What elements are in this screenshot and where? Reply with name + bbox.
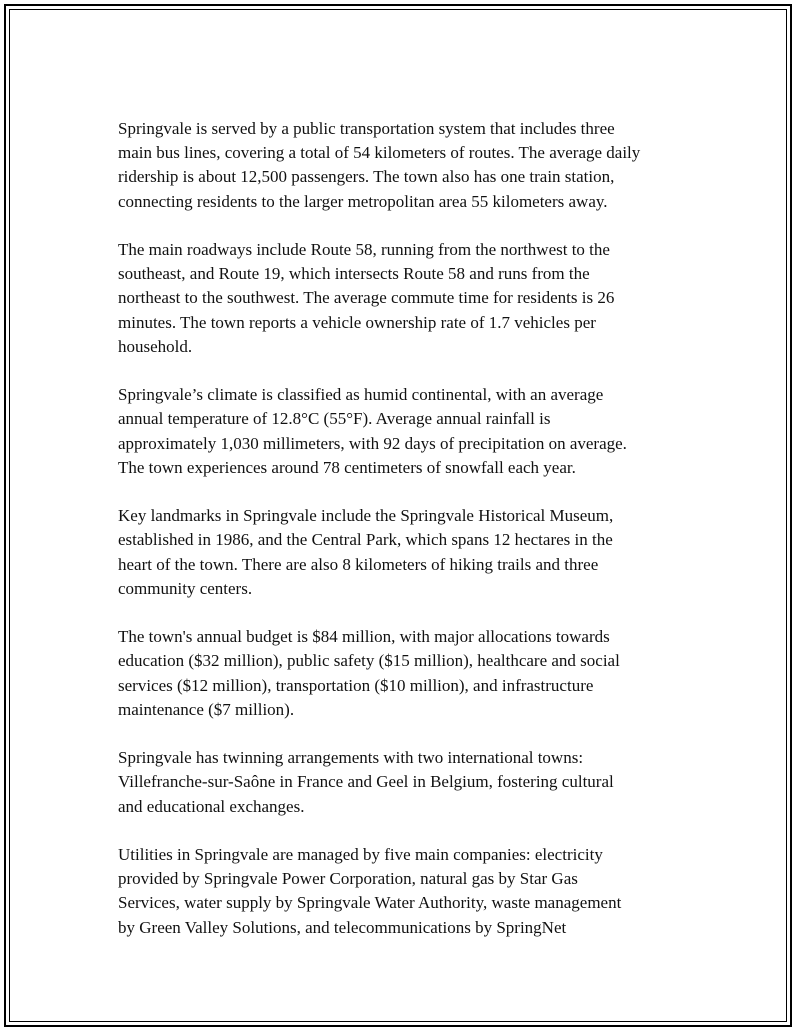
text-line: and educational exchanges. [118,796,305,816]
text-line: The town experiences around 78 centimeters of snowfall each year. [118,457,576,477]
paragraph-landmarks [118,504,698,601]
text-line: Utilities in Springvale are managed by five main companies: electricity [118,845,603,864]
text-line: education ($32 million), public safety ($15 million), healthcare and social [118,651,620,671]
text-line: provided by Springvale Power Corporation, natural gas by Star Gas [118,869,578,889]
text-line: ridership is about 12,500 passengers. The town also has one train station, [118,167,615,187]
text-line: Springvale is served by a public transportation system that includes three [118,119,615,138]
paragraph-utilities [118,843,698,940]
text-line: minutes. The town reports a vehicle ownership rate of 1.7 vehicles per [118,312,596,332]
text-line: established in 1986, and the Central Park, which spans 12 hectares in the [118,530,613,550]
text-line: The town's annual budget is $84 million, with major allocations towards [118,627,610,647]
text-line: connecting residents to the larger metropolitan area 55 kilometers away. [118,191,608,211]
text-line: household. [118,336,193,356]
text-line: northeast to the southwest. The average commute time for residents is 26 [118,288,615,308]
text-line: by Green Valley Solutions, and telecommunications by SpringNet [118,917,567,937]
paragraph-climate [118,383,698,480]
paragraph-budget [118,625,698,722]
text-line: Key landmarks in Springvale include the Springvale Historical Museum, [118,506,614,526]
text-line: services ($12 million), transportation ($10 million), and infrastructure [118,675,594,695]
text-line: Villefranche-sur-Saône in France and Geel in Belgium, fostering cultural [118,772,614,792]
text-line: Services, water supply by Springvale Water Authority, waste management [118,893,622,913]
text-line: approximately 1,030 millimeters, with 92 days of precipitation on average. [118,433,627,453]
paragraph-transportation [118,117,698,214]
text-line: southeast, and Route 19, which intersects Route 58 and runs from the [118,264,590,284]
paragraph-twinning [118,746,698,819]
text-line: main bus lines, covering a total of 54 kilometers of routes. The average daily [118,143,641,163]
text-line: Springvale has twinning arrangements with two international towns: [118,748,584,768]
text-line: annual temperature of 12.8°C (55°F). Average annual rainfall is [118,409,551,429]
text-line: heart of the town. There are also 8 kilometers of hiking trails and three [118,554,599,574]
paragraph-roadways [118,238,698,359]
text-line: maintenance ($7 million). [118,699,295,719]
text-line: Springvale’s climate is classified as humid continental, with an average [118,385,604,405]
text-line: The main roadways include Route 58, running from the northwest to the [118,240,610,259]
text-line: community centers. [118,578,253,598]
document-body [118,117,698,964]
